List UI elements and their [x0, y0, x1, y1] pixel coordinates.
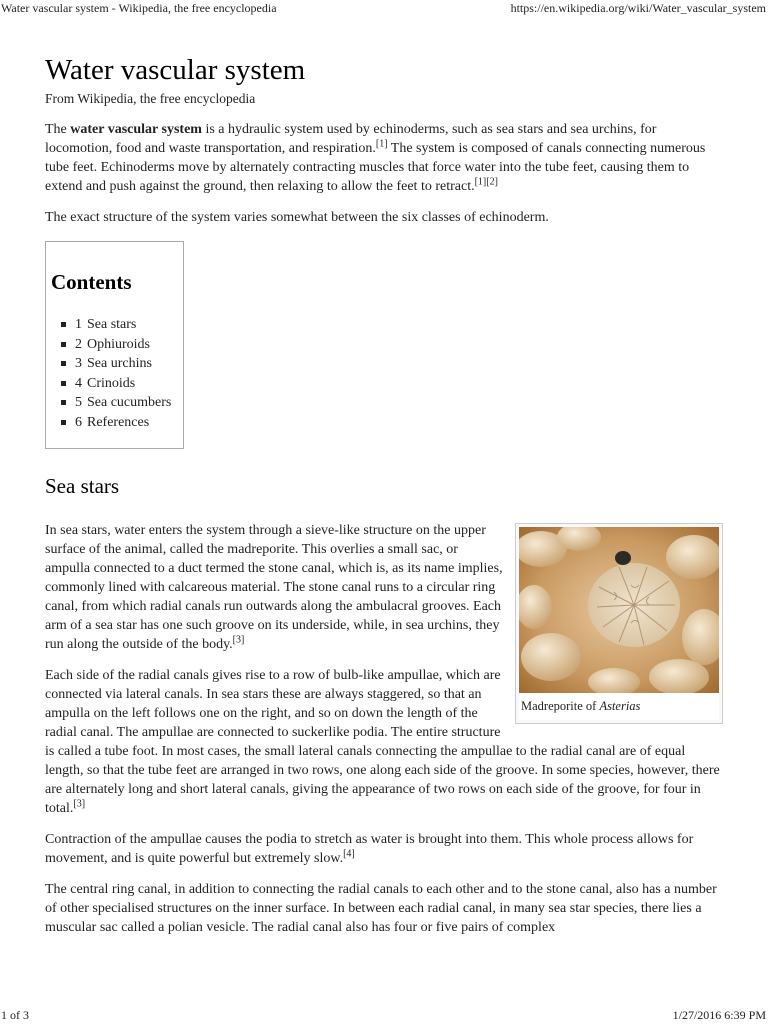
toc-heading: Contents	[51, 270, 132, 294]
print-footer-page-counter: 1 of 3	[1, 1008, 29, 1022]
toc-item-sea-cucumbers[interactable]: 5 Sea cucumbers	[75, 393, 176, 413]
article-content	[45, 52, 723, 937]
citation-link[interactable]: [3]	[73, 798, 86, 810]
toc-item-crinoids[interactable]: 4 Crinoids	[75, 374, 176, 394]
section-heading-sea-stars: Sea stars	[45, 474, 120, 498]
sea-stars-paragraph-3: Contraction of the ampullae causes the podia to stretch as water is brought into them. This whole process allows for movement, and is quite powerful but extremely slow.[4]	[45, 832, 694, 866]
toc-item-sea-urchins[interactable]: 3 Sea urchins	[75, 354, 176, 374]
citation-link[interactable]: [3]	[232, 634, 245, 646]
citation-link[interactable]: [4]	[343, 848, 355, 860]
print-footer-datetime: 1/27/2016 6:39 PM	[672, 1008, 766, 1022]
toc-item-references[interactable]: 6 References	[75, 413, 176, 433]
citation-link[interactable]: [1]	[474, 176, 487, 188]
sea-stars-paragraph-1: In sea stars, water enters the system through a sieve-like structure on the upper surface of the animal, called the madreporite. This overlies a small sac, or ampulla connected to a duct termed the stone canal, which is, as its name implies, commonly lined with calcareous material. The stone canal runs to a circular ring canal, from which radial canals run outwards along the ambulacral grooves. Each arm of a sea star has one such groove on its underside, while, in sea urchins, they run along the outside of the body.[3]	[45, 523, 503, 652]
intro-paragraph-2: The exact structure of the system varies somewhat between the six classes of echinoderm.	[45, 210, 549, 225]
citation-link[interactable]: [1]	[375, 138, 388, 150]
print-header-url: https://en.wikipedia.org/wiki/Water_vascular_system	[510, 1, 766, 15]
toc-item-sea-stars[interactable]: 1 Sea stars	[75, 315, 176, 335]
figure-caption: Madreporite of Asterias	[519, 693, 719, 720]
citation-link[interactable]: [2]	[486, 176, 498, 188]
page-title: Water vascular system	[45, 54, 306, 86]
intro-paragraph-1: The water vascular system is a hydraulic system used by echinoderms, such as sea stars and sea urchins, for locomotion, food and waste transportation, and respiration.[1] The system is composed of canals connecting numerous tube feet. Echinoderms move by alternately contracting muscles that force water into the tube feet, causing them to extend and push against the ground, then relaxing to allow the feet to retract.[1][2]	[45, 122, 706, 194]
madreporite-photo[interactable]	[519, 527, 719, 693]
toc-item-ophiuroids[interactable]: 2 Ophiuroids	[75, 335, 176, 355]
toc-list	[53, 315, 176, 432]
bold-term: water vascular system	[70, 122, 202, 137]
sea-stars-paragraph-2: Each side of the radial canals gives rise to a row of bulb-like ampullae, which are connected via lateral canals. In sea stars these are always staggered, so that an ampulla on the left follows one on the right, and so on down the length of the radial canal. The ampullae are connected to suckerlike podia. The entire structure is called a tube foot. In most cases, the small lateral canals connecting the ampullae to the radial canal are of equal length, so that the tube feet are arranged in two rows, one along each side of the groove. In some species, however, there are alternately long and short lateral canals, giving the appearance of two rows on each side of the groove, for four in total.[3]	[45, 668, 720, 816]
sea-stars-paragraph-4: The central ring canal, in addition to connecting the radial canals to each other and to the stone canal, also has a number of other specialised structures on the inner surface. In between each radial canal, in many sea star species, there lies a muscular sac called a polian vesicle. The radial canal also has four or five pairs of complex	[45, 882, 717, 935]
print-header-title: Water vascular system - Wikipedia, the free encyclopedia	[1, 1, 277, 15]
page-subtitle: From Wikipedia, the free encyclopedia	[45, 91, 256, 106]
figure-madreporite	[515, 523, 723, 724]
table-of-contents	[45, 241, 184, 449]
